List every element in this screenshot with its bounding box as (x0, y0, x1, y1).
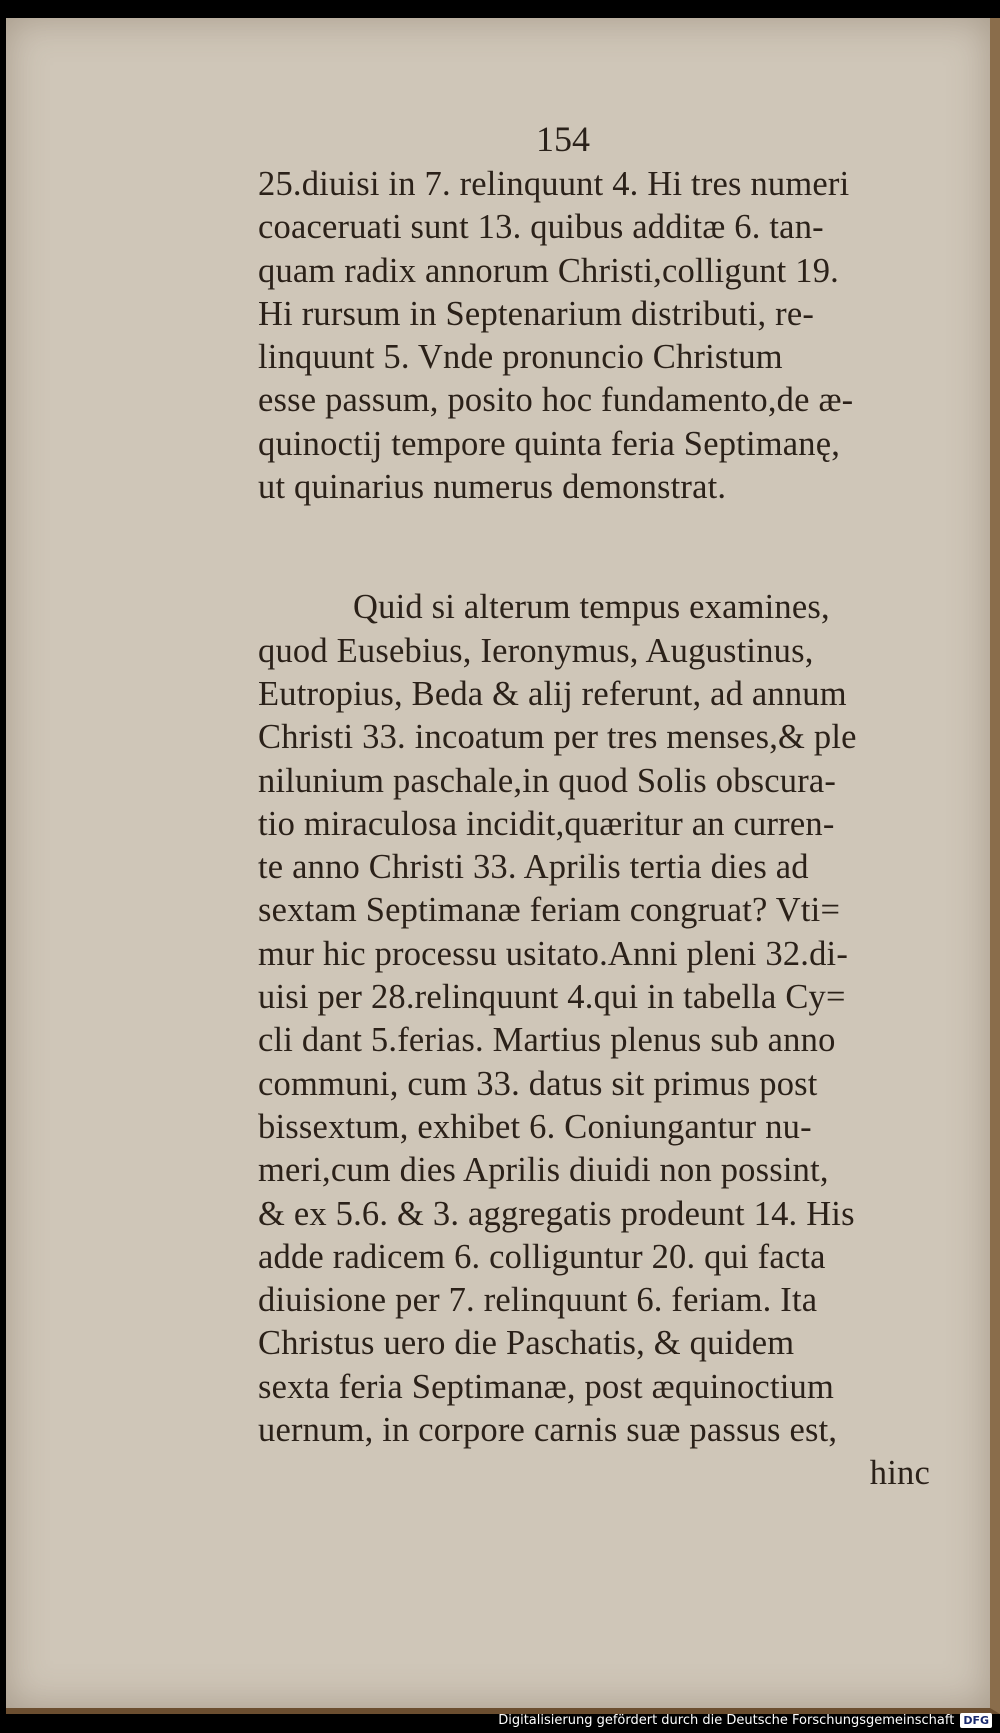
text-line: Hi rursum in Septenarium distributi, re- (258, 294, 815, 333)
text-line: uisi per 28.relinquunt 4.qui in tabella Cy= (258, 978, 846, 1017)
catchword: hinc (869, 1454, 930, 1493)
text-line: nilunium paschale,in quod Solis obscura- (258, 761, 837, 800)
text-line: cli dant 5.ferias. Martius plenus sub anno (258, 1021, 836, 1060)
text-line: sexta feria Septimanæ, post æquinoctium (258, 1367, 835, 1406)
text-line: ut quinarius numerus demonstrat. (258, 468, 727, 507)
text-line: Christus uero die Paschatis, & quidem (258, 1324, 795, 1363)
text-line: 25.diuisi in 7. relinquunt 4. Hi tres numeri (258, 165, 850, 203)
paragraph-1 (258, 163, 938, 509)
text-line: & ex 5.6. & 3. aggregatis prodeunt 14. His (258, 1194, 855, 1233)
text-line: quod Eusebius, Ieronymus, Augustinus, (258, 631, 814, 670)
text-line: Christi 33. incoatum per tres menses,& ple (258, 718, 857, 757)
text-block (258, 163, 938, 1496)
text-line: quam radix annorum Christi,colligunt 19. (258, 251, 840, 290)
text-line: Quid si alterum tempus examines, (353, 588, 830, 627)
text-line: te anno Christi 33. Aprilis tertia dies ad (258, 848, 809, 887)
text-line: bissextum, exhibet 6. Coniungantur nu- (258, 1107, 812, 1146)
text-line: sextam Septimanæ feriam congruat? Vti= (258, 891, 841, 930)
text-line: meri,cum dies Aprilis diuidi non possint, (258, 1151, 829, 1190)
paragraph-gap (258, 509, 938, 586)
text-line: diuisione per 7. relinquunt 6. feriam. Ita (258, 1281, 818, 1320)
text-line: quinoctij tempore quinta feria Septimanę, (258, 424, 841, 463)
paragraph-2 (258, 586, 938, 1495)
dfg-logo: DFG (960, 1713, 992, 1728)
text-line: mur hic processu usitato.Anni pleni 32.di- (258, 934, 849, 973)
text-line: uernum, in corpore carnis suæ passus est, (258, 1411, 838, 1450)
text-line: linquunt 5. Vnde pronuncio Christum (258, 338, 783, 377)
text-line: tio miraculosa incidit,quæritur an curren- (258, 804, 835, 843)
text-line: Eutropius, Beda & alij referunt, ad annum (258, 674, 847, 713)
text-line: communi, cum 33. datus sit primus post (258, 1064, 818, 1103)
digitization-footer (498, 1709, 992, 1731)
text-line: esse passum, posito hoc fundamento,de æ- (258, 381, 854, 420)
text-line: adde radicem 6. colliguntur 20. qui facta (258, 1237, 826, 1276)
book-page (6, 18, 1000, 1714)
text-line: coaceruati sunt 13. quibus additæ 6. tan- (258, 208, 824, 247)
footer-credit-text: Digitalisierung gefördert durch die Deutsche Forschungsgemeinschaft (498, 1712, 955, 1728)
page-number: 154 (536, 119, 590, 159)
